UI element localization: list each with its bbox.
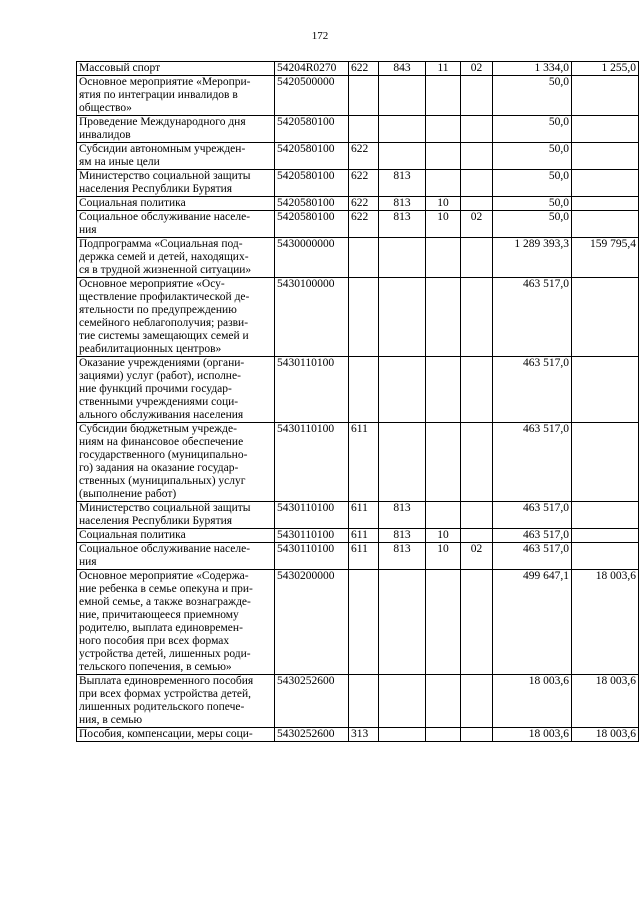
row-code: 5420580100 (275, 143, 349, 170)
row-name: Массовый спорт (77, 62, 275, 76)
row-ministry-code (379, 143, 426, 170)
row-subsection (461, 570, 493, 675)
row-code: 5430110100 (275, 529, 349, 543)
table-row (77, 62, 639, 76)
row-expense-type (349, 238, 379, 278)
row-code: 5420500000 (275, 76, 349, 116)
row-ministry-code: 813 (379, 197, 426, 211)
row-expense-type: 611 (349, 529, 379, 543)
row-amount-1: 463 517,0 (493, 543, 572, 570)
row-ministry-code: 813 (379, 543, 426, 570)
row-code: 5420580100 (275, 197, 349, 211)
row-name: Субсидии бюджетным учрежде- ниям на финансовое обеспечение государственного (муниципально- го) задания на оказание государ- ственных (муниципальных) услуг (выполнение работ) (77, 423, 275, 502)
row-expense-type: 313 (349, 728, 379, 742)
row-subsection (461, 357, 493, 423)
row-expense-type (349, 116, 379, 143)
row-ministry-code (379, 675, 426, 728)
row-name: Субсидии автономным учрежден- ям на иные цели (77, 143, 275, 170)
row-amount-1: 1 334,0 (493, 62, 572, 76)
row-section: 11 (426, 62, 461, 76)
table-row (77, 170, 639, 197)
row-subsection: 02 (461, 543, 493, 570)
row-amount-1: 18 003,6 (493, 675, 572, 728)
row-ministry-code (379, 116, 426, 143)
row-amount-1: 50,0 (493, 76, 572, 116)
budget-table-body (77, 62, 639, 742)
table-row (77, 570, 639, 675)
row-expense-type: 611 (349, 543, 379, 570)
row-section (426, 278, 461, 357)
row-section: 10 (426, 543, 461, 570)
table-row (77, 357, 639, 423)
row-ministry-code (379, 423, 426, 502)
row-name: Основное мероприятие «Содержа- ние ребенка в семье опекуна и при- емной семье, а также вознагражде- ние, причитающееся приемному родителю, выплата единовремен- ного пособия при всех формах устройства детей, лишенных роди- тельского попечения, в семью» (77, 570, 275, 675)
row-code: 5430252600 (275, 728, 349, 742)
row-expense-type: 622 (349, 197, 379, 211)
row-name: Социальное обслуживание населе- ния (77, 543, 275, 570)
row-amount-2 (572, 423, 639, 502)
row-ministry-code: 843 (379, 62, 426, 76)
table-row (77, 423, 639, 502)
row-ministry-code (379, 278, 426, 357)
row-amount-1: 50,0 (493, 143, 572, 170)
row-name: Подпрограмма «Социальная под- держка семей и детей, находящих- ся в трудной жизненной ситуации» (77, 238, 275, 278)
row-expense-type: 622 (349, 62, 379, 76)
row-code: 5420580100 (275, 116, 349, 143)
row-amount-1: 18 003,6 (493, 728, 572, 742)
row-code: 5430110100 (275, 357, 349, 423)
table-row (77, 76, 639, 116)
row-subsection (461, 529, 493, 543)
row-name: Министерство социальной защиты населения Республики Бурятия (77, 502, 275, 529)
row-name: Министерство социальной защиты населения Республики Бурятия (77, 170, 275, 197)
row-subsection: 02 (461, 62, 493, 76)
row-code: 5430200000 (275, 570, 349, 675)
row-name: Основное мероприятие «Меропри- ятия по интеграции инвалидов в общество» (77, 76, 275, 116)
row-code: 5430100000 (275, 278, 349, 357)
row-section: 10 (426, 529, 461, 543)
row-amount-1: 463 517,0 (493, 423, 572, 502)
row-amount-2 (572, 211, 639, 238)
row-name: Социальная политика (77, 529, 275, 543)
table-row (77, 197, 639, 211)
row-amount-2: 1 255,0 (572, 62, 639, 76)
table-row (77, 543, 639, 570)
row-subsection (461, 728, 493, 742)
row-subsection: 02 (461, 211, 493, 238)
row-amount-1: 50,0 (493, 197, 572, 211)
row-code: 5430000000 (275, 238, 349, 278)
row-expense-type: 611 (349, 423, 379, 502)
row-amount-2 (572, 116, 639, 143)
row-section (426, 728, 461, 742)
row-ministry-code (379, 728, 426, 742)
row-code: 5420580100 (275, 170, 349, 197)
table-row (77, 728, 639, 742)
row-name: Проведение Международного дня инвалидов (77, 116, 275, 143)
row-expense-type: 611 (349, 502, 379, 529)
row-ministry-code (379, 76, 426, 116)
table-row (77, 116, 639, 143)
table-row (77, 502, 639, 529)
row-expense-type (349, 357, 379, 423)
row-amount-2 (572, 529, 639, 543)
row-amount-2 (572, 502, 639, 529)
row-name: Выплата единовременного пособия при всех формах устройства детей, лишенных родительского попече- ния, в семью (77, 675, 275, 728)
row-expense-type: 622 (349, 211, 379, 238)
row-ministry-code: 813 (379, 211, 426, 238)
row-section (426, 76, 461, 116)
row-amount-1: 50,0 (493, 116, 572, 143)
row-expense-type (349, 570, 379, 675)
row-code: 5430110100 (275, 502, 349, 529)
table-row (77, 675, 639, 728)
row-section: 10 (426, 211, 461, 238)
row-amount-2 (572, 357, 639, 423)
row-section (426, 116, 461, 143)
row-name: Оказание учреждениями (органи- зациями) услуг (работ), исполне- ние функций прочими государ- ственными учреждениями соци- ального обслуживания населения (77, 357, 275, 423)
budget-table (76, 61, 639, 742)
row-code: 5430110100 (275, 423, 349, 502)
row-name: Социальная политика (77, 197, 275, 211)
row-amount-2: 18 003,6 (572, 675, 639, 728)
row-expense-type (349, 278, 379, 357)
page-number: 172 (311, 30, 329, 42)
row-subsection (461, 675, 493, 728)
row-section (426, 357, 461, 423)
row-section: 10 (426, 197, 461, 211)
row-section (426, 675, 461, 728)
row-amount-2 (572, 197, 639, 211)
row-name: Основное мероприятие «Осу- ществление профилактической де- ятельности по предупреждению семейного неблагополучия; разви- тие системы замещающих семей и реабилитационных центров» (77, 278, 275, 357)
row-ministry-code (379, 238, 426, 278)
row-code: 5430110100 (275, 543, 349, 570)
row-ministry-code: 813 (379, 502, 426, 529)
row-amount-1: 463 517,0 (493, 502, 572, 529)
row-amount-1: 463 517,0 (493, 357, 572, 423)
row-amount-2: 18 003,6 (572, 570, 639, 675)
row-amount-1: 50,0 (493, 170, 572, 197)
row-expense-type: 622 (349, 143, 379, 170)
row-section (426, 170, 461, 197)
row-subsection (461, 278, 493, 357)
row-amount-2 (572, 278, 639, 357)
row-name: Пособия, компенсации, меры соци- (77, 728, 275, 742)
row-section (426, 143, 461, 170)
table-row (77, 211, 639, 238)
row-ministry-code: 813 (379, 529, 426, 543)
row-subsection (461, 197, 493, 211)
row-subsection (461, 170, 493, 197)
row-amount-1: 463 517,0 (493, 278, 572, 357)
row-code: 5420580100 (275, 211, 349, 238)
row-subsection (461, 76, 493, 116)
row-expense-type (349, 675, 379, 728)
row-subsection (461, 423, 493, 502)
row-ministry-code (379, 357, 426, 423)
row-code: 54204R0270 (275, 62, 349, 76)
row-section (426, 238, 461, 278)
row-amount-2: 18 003,6 (572, 728, 639, 742)
table-row (77, 278, 639, 357)
row-amount-1: 499 647,1 (493, 570, 572, 675)
row-expense-type (349, 76, 379, 116)
row-amount-2 (572, 76, 639, 116)
row-subsection (461, 502, 493, 529)
row-ministry-code: 813 (379, 170, 426, 197)
row-amount-1: 1 289 393,3 (493, 238, 572, 278)
row-amount-2 (572, 143, 639, 170)
row-subsection (461, 238, 493, 278)
row-amount-2: 159 795,4 (572, 238, 639, 278)
row-expense-type: 622 (349, 170, 379, 197)
row-name: Социальное обслуживание населе- ния (77, 211, 275, 238)
row-section (426, 502, 461, 529)
row-subsection (461, 143, 493, 170)
row-amount-2 (572, 170, 639, 197)
table-row (77, 238, 639, 278)
row-section (426, 570, 461, 675)
row-section (426, 423, 461, 502)
table-row (77, 529, 639, 543)
row-amount-1: 50,0 (493, 211, 572, 238)
table-row (77, 143, 639, 170)
row-code: 5430252600 (275, 675, 349, 728)
row-subsection (461, 116, 493, 143)
row-amount-2 (572, 543, 639, 570)
row-ministry-code (379, 570, 426, 675)
row-amount-1: 463 517,0 (493, 529, 572, 543)
